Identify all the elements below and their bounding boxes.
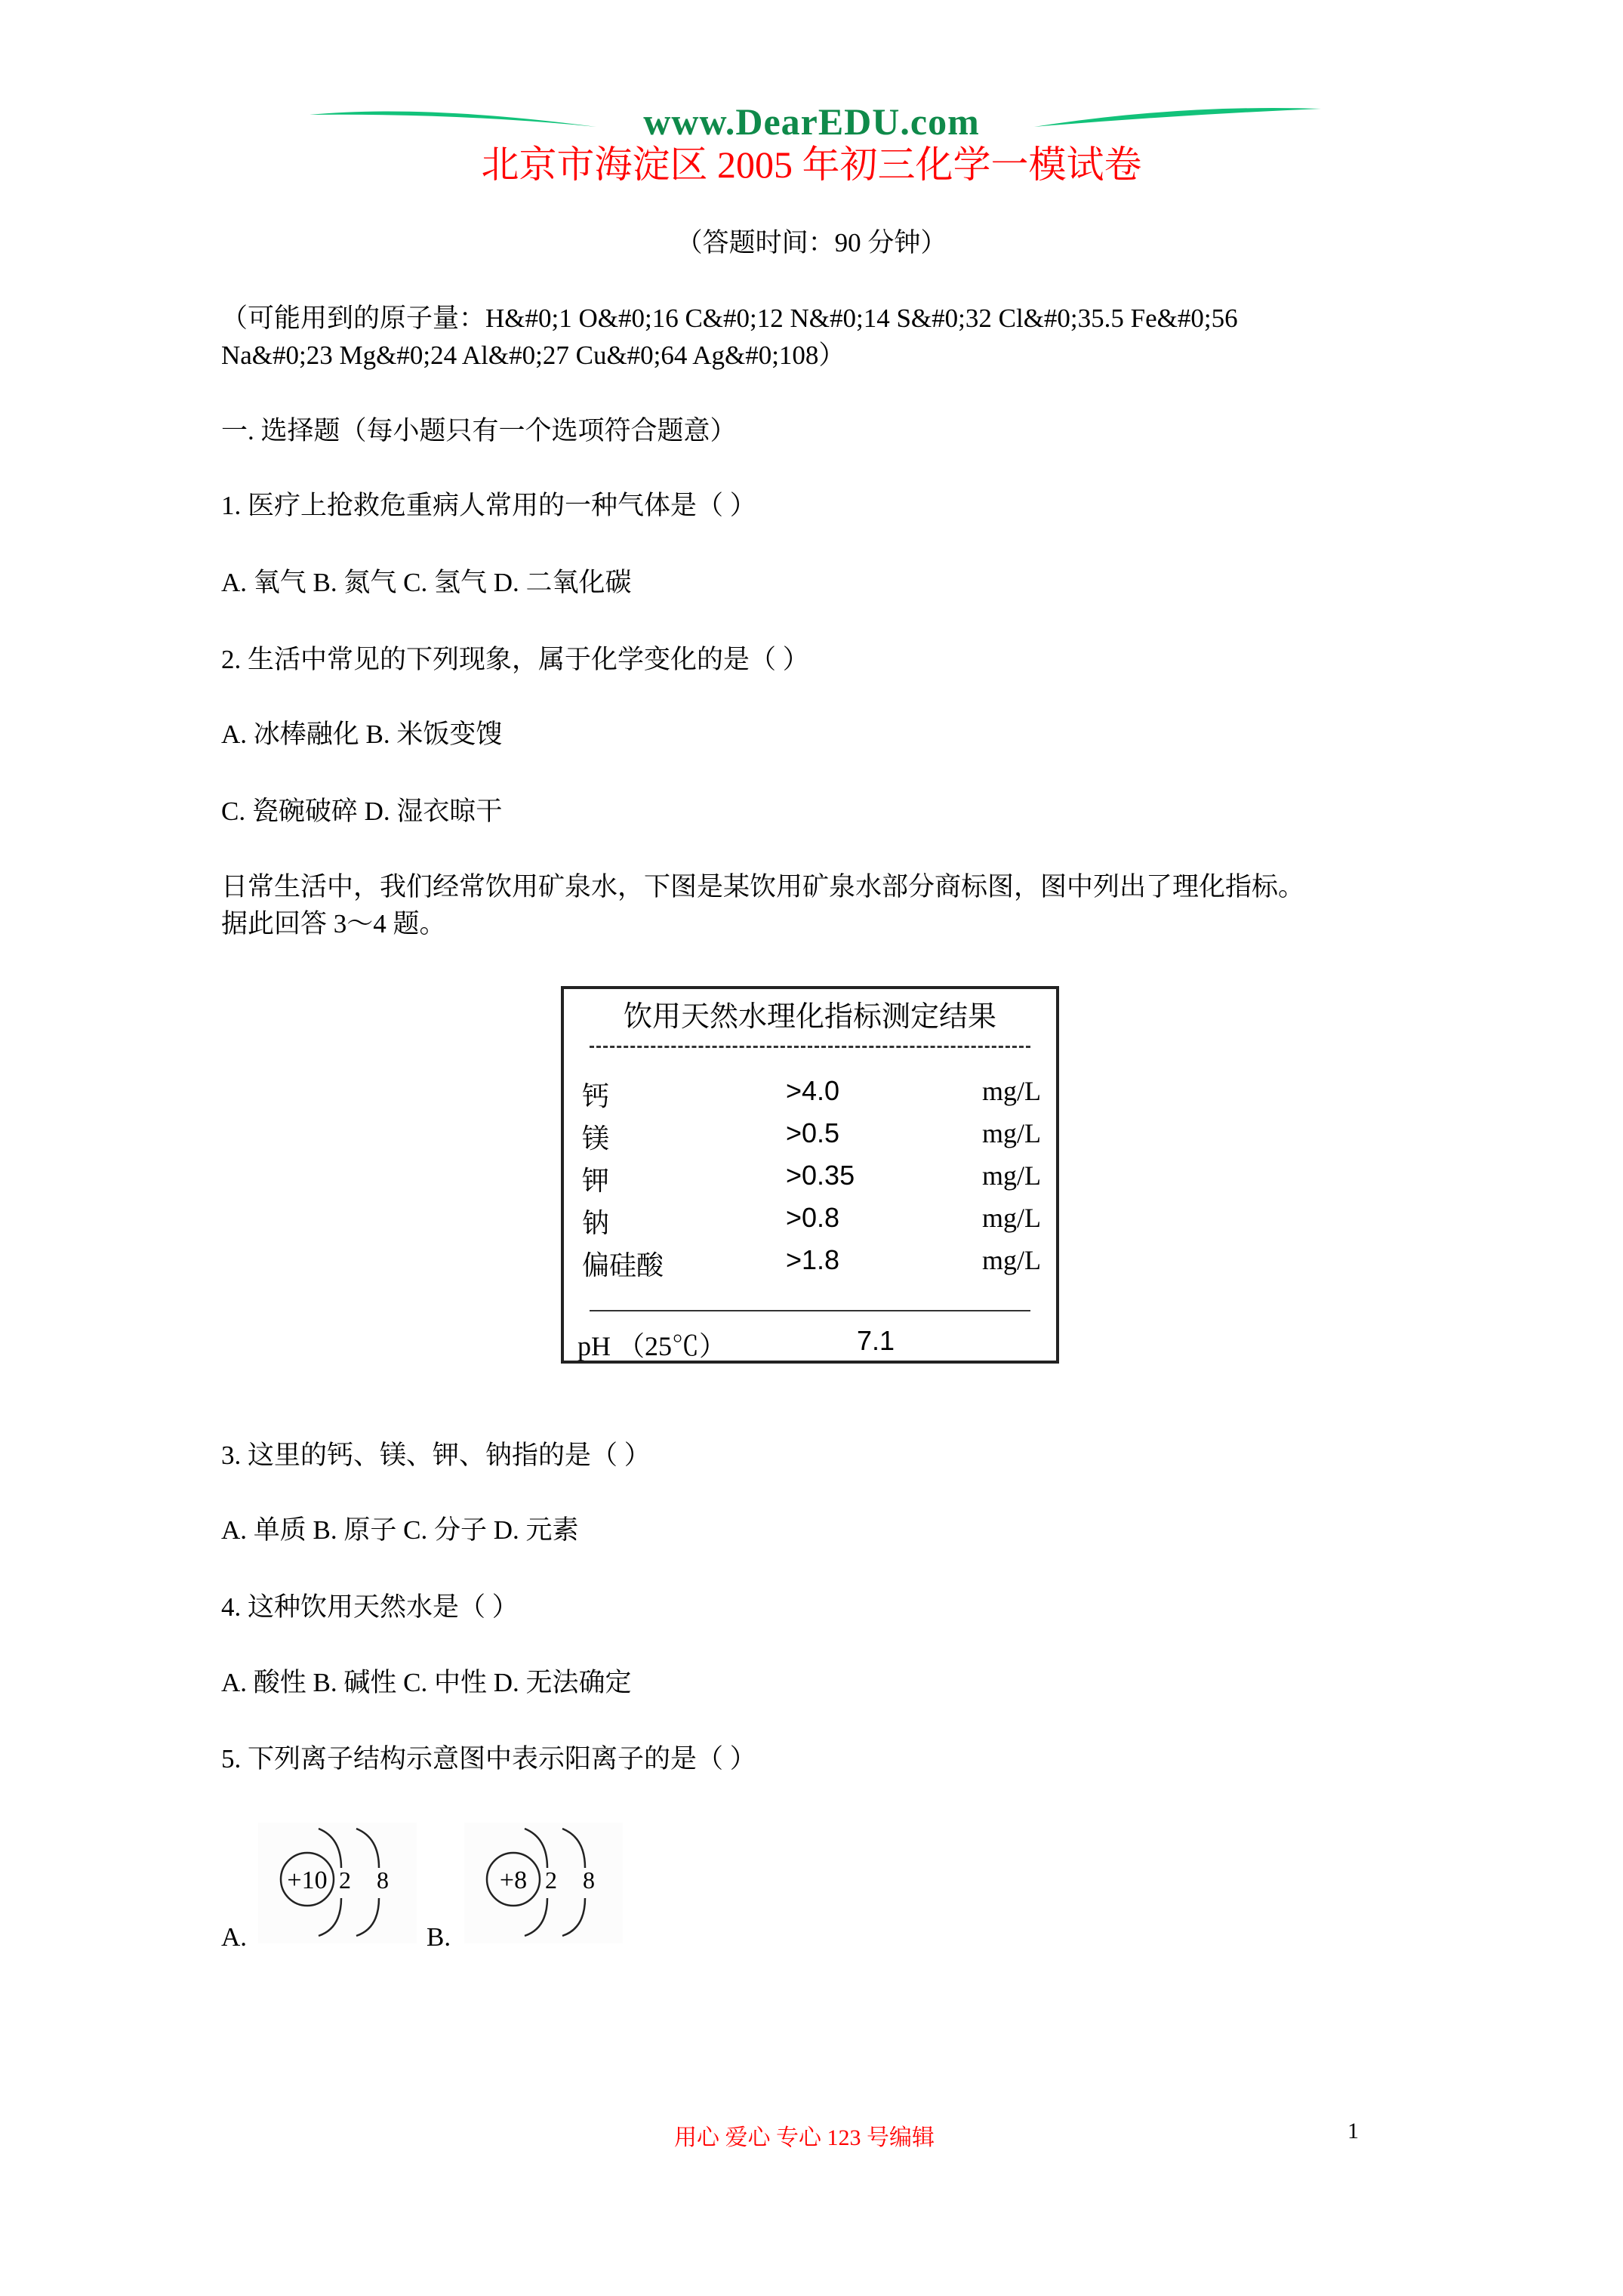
ion-diagram-a [258, 1823, 417, 1943]
question-2-options-b: C. 瓷碗破碎 D. 湿衣晾干 [221, 797, 503, 826]
svg-text:8: 8 [377, 1866, 389, 1894]
label-title: 饮用天然水理化指标测定结果 [623, 1000, 996, 1033]
question-2-options-a: A. 冰棒融化 B. 米饭变馊 [221, 720, 503, 749]
ph-row: pH （25℃） 7.1 [577, 1325, 895, 1361]
ion-diagram-b [464, 1823, 623, 1943]
option-a-label: A. [221, 1922, 248, 1952]
question-3-options: A. 单质 B. 原子 C. 分子 D. 元素 [221, 1515, 579, 1545]
intro-line-2: 据此回答 3～4 题。 [221, 909, 446, 938]
question-1-options: A. 氧气 B. 氮气 C. 氢气 D. 二氧化碳 [221, 568, 632, 597]
svg-text:8: 8 [583, 1866, 595, 1894]
question-4: 4. 这种饮用天然水是（ ） [221, 1592, 519, 1622]
water-label-table [561, 986, 1059, 1364]
atomic-mass-line-2: Na&#0;23 Mg&#0;24 Al&#0;27 Cu&#0;64 Ag&#0;108） [221, 341, 845, 370]
table-row: 镁 >0.5 mg/L [582, 1117, 1041, 1154]
page-title: 北京市海淀区 2005 年初三化学一模试卷 [481, 143, 1142, 186]
table-row: 钾 >0.35 mg/L [582, 1160, 1041, 1197]
page-number: 1 [1347, 2119, 1359, 2143]
table-row: 偏硅酸 >1.8 mg/L [582, 1244, 1041, 1281]
svg-text:+8: +8 [499, 1866, 528, 1894]
svg-text:2: 2 [339, 1866, 351, 1894]
question-2: 2. 生活中常见的下列现象，属于化学变化的是（ ） [221, 645, 809, 674]
svg-text:+10: +10 [287, 1866, 328, 1894]
table-row: 钠 >0.8 mg/L [582, 1202, 1041, 1239]
question-1: 1. 医疗上抢救危重病人常用的一种气体是（ ） [221, 491, 756, 520]
question-3: 3. 这里的钙、镁、钾、钠指的是（ ） [221, 1441, 651, 1470]
option-b-label: B. [427, 1922, 451, 1952]
atomic-mass-line-1: （可能用到的原子量：H&#0;1 O&#0;16 C&#0;12 N&#0;14 S&#0;32 Cl&#0;35.5 Fe&#0;56 [221, 304, 1238, 333]
divider [590, 1310, 1030, 1311]
exam-time: （答题时间：90 分钟） [676, 228, 947, 257]
svg-text:2: 2 [545, 1866, 557, 1894]
intro-line-1: 日常生活中，我们经常饮用矿泉水，下图是某饮用矿泉水部分商标图，图中列出了理化指标。 [221, 872, 1305, 901]
question-5: 5. 下列离子结构示意图中表示阳离子的是（ ） [221, 1744, 756, 1774]
footer-text: 用心 爱心 专心 123 号编辑 [674, 2125, 935, 2150]
table-row: 钙 >4.0 mg/L [582, 1075, 1041, 1112]
divider [590, 1046, 1030, 1048]
section-heading: 一. 选择题（每小题只有一个选项符合题意） [221, 416, 737, 445]
question-4-options: A. 酸性 B. 碱性 C. 中性 D. 无法确定 [221, 1668, 632, 1697]
site-logo: www.DearEDU.com [643, 100, 980, 143]
